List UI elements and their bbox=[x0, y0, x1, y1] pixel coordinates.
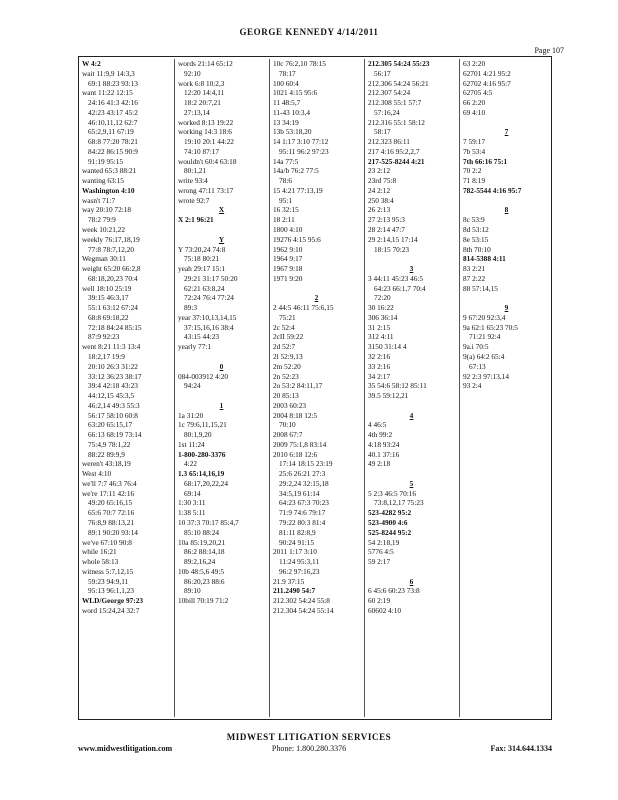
index-entry: 25:6 26:21 27:3 bbox=[279, 469, 326, 479]
index-entry: wrong 47:11 73:17 bbox=[178, 185, 234, 195]
index-entry: 8d 53:12 bbox=[463, 225, 489, 235]
index-entry: wanted 65:3 88:21 bbox=[82, 166, 137, 176]
index-entry: 15 4:21 77:13,19 bbox=[273, 185, 323, 195]
index-entry: 85:10 88:24 bbox=[184, 527, 220, 537]
index-entry: work 6:8 10:2,3 bbox=[178, 78, 225, 88]
index-entry: 55:1 63:12 67:24 bbox=[88, 303, 138, 313]
index-entry: 212.323 86:11 bbox=[368, 137, 410, 147]
index-entry: 1967 9:18 bbox=[273, 264, 303, 274]
index-entry: whole 58:13 bbox=[82, 557, 119, 567]
index-entry: 42:23 43:17 45:2 bbox=[88, 107, 138, 117]
index-entry: 71 8:19 bbox=[463, 176, 486, 186]
index-entry bbox=[368, 469, 458, 479]
index-entry: 18:2 20:7,21 bbox=[184, 98, 221, 108]
index-entry: 34 2:17 bbox=[368, 371, 391, 381]
index-entry: we're 17:11 42:16 bbox=[82, 488, 135, 498]
index-entry: 30 16:22 bbox=[368, 303, 394, 313]
index-entry: 89:1 90:20 93:14 bbox=[88, 527, 138, 537]
section-letter: 9 bbox=[504, 303, 509, 313]
index-entry: 69:14 bbox=[184, 488, 201, 498]
index-entry: 33:12 36:23 38:17 bbox=[88, 371, 142, 381]
index-entry: 60602 4:10 bbox=[368, 605, 402, 615]
index-entry: 43:15 44:23 bbox=[184, 332, 220, 342]
index-entry: 8th 70:10 bbox=[463, 244, 491, 254]
index-entry: 33 2:16 bbox=[368, 361, 391, 371]
index-entry: 14a 77:5 bbox=[273, 156, 299, 166]
index-entry: way 20:10 72:18 bbox=[82, 205, 132, 215]
index-entry: weekly 76:17,18,19 bbox=[82, 234, 140, 244]
index-entry: 62702 4:16 95:7 bbox=[463, 78, 511, 88]
index-entry: 2cII 59:22 bbox=[273, 332, 304, 342]
section-letter: Y bbox=[218, 234, 225, 244]
index-entry: 27:13,14 bbox=[184, 107, 210, 117]
index-entry bbox=[368, 401, 458, 411]
index-entry: 28 2:14 47:7 bbox=[368, 225, 405, 235]
index-entry: 16 32:15 bbox=[273, 205, 299, 215]
index-entry: 9a.i 70:5 bbox=[463, 342, 489, 352]
section-letter: 5 bbox=[409, 478, 414, 488]
index-entry: 75:18 80:21 bbox=[184, 254, 220, 264]
index-entry: 10b 48:5,6 49:5 bbox=[178, 566, 225, 576]
index-entry bbox=[178, 391, 268, 401]
index-entry: 2l 52:9,13 bbox=[273, 351, 303, 361]
index-entry: 4th 99:2 bbox=[368, 430, 393, 440]
index-entry: 40.1 37:16 bbox=[368, 449, 400, 459]
index-entry: 86:2 88:14,18 bbox=[184, 547, 225, 557]
index-entry: 76:8,9 88:13,21 bbox=[88, 517, 135, 527]
index-entry: 92 2:3 97:13,14 bbox=[463, 371, 510, 381]
footer-fax: Fax: 314.644.1334 bbox=[490, 744, 552, 753]
index-entry: 20 85:13 bbox=[273, 391, 299, 401]
index-entry: 212.308 55:1 57:7 bbox=[368, 98, 422, 108]
index-entry: 90:24 91:15 bbox=[279, 537, 315, 547]
index-entry: 7 59:17 bbox=[463, 137, 486, 147]
index-entry: West 4:10 bbox=[82, 469, 112, 479]
index-entry: 217 4:16 95:2,2,7 bbox=[368, 146, 420, 156]
index-entry: 217-525-8244 4:21 bbox=[368, 156, 425, 166]
index-entry: 5 2:3 46:5 70:16 bbox=[368, 488, 417, 498]
index-entry: 49:20 65:16,15 bbox=[88, 498, 133, 508]
index-entry: 91:19 95:15 bbox=[88, 156, 124, 166]
index-entry: 70 2:2 bbox=[463, 166, 482, 176]
index-entry: 87:9 92:23 bbox=[88, 332, 120, 342]
index-entry: 89:3 bbox=[184, 303, 197, 313]
index-entry: 2003 60:23 bbox=[273, 400, 307, 410]
index-entry: 96:2 97:16,23 bbox=[279, 566, 320, 576]
index-entry: 34:5,19 61:14 bbox=[279, 488, 320, 498]
index-entry: 2 44:5 46:11 75:6,15 bbox=[273, 303, 334, 313]
index-entry: working 14:3 18:6 bbox=[178, 127, 232, 137]
index-entry: 39:15 46:3,17 bbox=[88, 293, 129, 303]
index-entry: write 93:4 bbox=[178, 176, 208, 186]
index-entry: 49 2:18 bbox=[368, 459, 391, 469]
footer-company: MIDWEST LITIGATION SERVICES bbox=[226, 732, 392, 742]
index-entry: year 37:10,13,14,15 bbox=[178, 312, 237, 322]
section-letter: 1 bbox=[219, 400, 224, 410]
index-entry: 1st 11:24 bbox=[178, 439, 205, 449]
index-entry: 2004 8:18 12:5 bbox=[273, 410, 318, 420]
index-entry: 523-4900 4:6 bbox=[368, 517, 408, 527]
index-entry: 21.9 37:15 bbox=[273, 576, 305, 586]
index-entry: W 4:2 bbox=[82, 59, 101, 68]
index-entry: weight 65:20 66:2,8 bbox=[82, 264, 141, 274]
index-entry: X 2:1 96:21 bbox=[178, 215, 214, 225]
index-entry: weren't 43:18,19 bbox=[82, 459, 131, 469]
index-entry: 95:11 96:2 97:23 bbox=[279, 146, 329, 156]
index-entry: yearly 77:1 bbox=[178, 342, 212, 352]
index-entry: Washington 4:10 bbox=[82, 185, 135, 195]
index-entry: 46:2,14 49:3 55:3 bbox=[88, 400, 140, 410]
index-entry: 62701 4:21 95:2 bbox=[463, 68, 511, 78]
index-entry: 782-5544 4:16 95:7 bbox=[463, 185, 522, 195]
index-entry: worked 8:13 19:22 bbox=[178, 117, 234, 127]
index-column-4 bbox=[364, 59, 458, 717]
index-entry: 68:8 69:18,22 bbox=[88, 312, 129, 322]
index-entry: 66 2:20 bbox=[463, 98, 486, 108]
index-entry: 4 46:5 bbox=[368, 420, 387, 430]
index-entry: 8e 53:15 bbox=[463, 234, 489, 244]
index-column-3 bbox=[269, 59, 363, 717]
index-entry bbox=[463, 293, 553, 303]
index-entry: 56:17 58:10 60:8 bbox=[88, 410, 138, 420]
section-letter: 8 bbox=[504, 205, 509, 215]
index-column-2 bbox=[174, 59, 268, 717]
index-entry: 68:18,20,23 70:4 bbox=[88, 273, 138, 283]
index-entry: 58:17 bbox=[374, 127, 391, 137]
index-entry: 77:8 78:7,12,20 bbox=[88, 244, 135, 254]
index-entry: 525-8244 95:2 bbox=[368, 527, 412, 537]
index-entry: 8c 53:9 bbox=[463, 215, 485, 225]
index-entry: 27 2:13 95:3 bbox=[368, 215, 405, 225]
section-letter: 2 bbox=[314, 293, 319, 303]
index-entry: WLD/George 97:23 bbox=[82, 596, 143, 606]
index-entry: wouldn't 60:4 63:18 bbox=[178, 156, 237, 166]
index-entry: 70:10 bbox=[279, 420, 296, 430]
section-letter: 3 bbox=[409, 264, 414, 274]
index-entry: 78:6 bbox=[279, 176, 292, 186]
index-entry: 81:11 82:8,9 bbox=[279, 527, 316, 537]
index-entry: 212.306 54:24 56:21 bbox=[368, 78, 429, 88]
index-entry: 63 2:20 bbox=[463, 59, 486, 68]
index-entry: 4:18 93:24 bbox=[368, 439, 400, 449]
index-entry: 2008 67:7 bbox=[273, 430, 303, 440]
page-title: GEORGE KENNEDY 4/14/2011 bbox=[239, 27, 379, 37]
index-entry: Y 73:20,24 74:8 bbox=[178, 244, 226, 254]
index-entry: 23 2:12 bbox=[368, 166, 391, 176]
index-entry bbox=[463, 118, 553, 128]
index-entry: 39:4 42:18 43:23 bbox=[88, 381, 138, 391]
index-entry: 212.304 54:24 55:14 bbox=[273, 605, 334, 615]
index-entry: 44:12,15 45:3,5 bbox=[88, 391, 135, 401]
index-entry: 60 2:19 bbox=[368, 596, 391, 606]
index-entry: 66:13 68:19 73:14 bbox=[88, 430, 142, 440]
index-entry: 1:30 3:11 bbox=[178, 498, 206, 508]
index-entry: witness 5:7,12,15 bbox=[82, 566, 134, 576]
index-entry: 65:2,9,11 67:19 bbox=[88, 127, 134, 137]
index-entry: 87 2:22 bbox=[463, 273, 486, 283]
index-entry: 2o 53:2 84:11,17 bbox=[273, 381, 323, 391]
footer-website: www.midwestlitigation.com bbox=[78, 744, 173, 753]
index-entry: 78:17 bbox=[279, 68, 296, 78]
index-entry: 12:20 14:4,11 bbox=[184, 88, 225, 98]
index-entry: 312 4:11 bbox=[368, 332, 394, 342]
index-entry: week 10:21,22 bbox=[82, 225, 125, 235]
index-entry: 10a 85:19,20,21 bbox=[178, 537, 226, 547]
index-entry: 212.307 54:24 bbox=[368, 88, 411, 98]
index-entry: 6 45:6 60:23 73:8 bbox=[368, 586, 420, 596]
index-entry: 68:8 77:20 78:21 bbox=[88, 137, 138, 147]
index-entry: 2009 75:1,8 83:14 bbox=[273, 439, 327, 449]
index-entry: Wegman 30:11 bbox=[82, 254, 126, 264]
index-entry: 306 36:14 bbox=[368, 312, 398, 322]
index-entry: 95:1 bbox=[279, 195, 292, 205]
index-entry: 18:15 70:23 bbox=[374, 244, 410, 254]
index-entry: 2c 52:4 bbox=[273, 322, 295, 332]
index-entry: 23rd 75:8 bbox=[368, 176, 397, 186]
index-entry: 10c 76:2,10 78:15 bbox=[273, 59, 326, 68]
index-entry: 084-003912 4:20 bbox=[178, 371, 229, 381]
index-entry: 72:20 bbox=[374, 293, 391, 303]
index-entry: 2d 52:7 bbox=[273, 342, 296, 352]
index-entry: 814-5388 4:11 bbox=[463, 254, 506, 264]
index-entry: 71:9 74:6 79:17 bbox=[279, 508, 326, 518]
index-entry: 2010 6:18 12:6 bbox=[273, 449, 318, 459]
index-entry: 64:23 66:1,7 70:4 bbox=[374, 283, 426, 293]
index-entry: 1964 9:17 bbox=[273, 254, 303, 264]
page-number: Page 107 bbox=[534, 46, 564, 55]
index-entry: 80:1,21 bbox=[184, 166, 207, 176]
index-entry: 93 2:4 bbox=[463, 381, 482, 391]
index-entry: 1800 4:10 bbox=[273, 225, 303, 235]
index-entry: 1c 79:6,11,15,21 bbox=[178, 420, 227, 430]
index-entry: 1:38 5:11 bbox=[178, 508, 206, 518]
index-entry: 92:10 bbox=[184, 68, 201, 78]
index-entry: 94:24 bbox=[184, 381, 201, 391]
index-entry: 29:21 31:17 50:20 bbox=[184, 273, 238, 283]
index-entry: 72:18 84:24 85:15 bbox=[88, 322, 142, 332]
index-entry: 13 34:19 bbox=[273, 117, 299, 127]
index-entry: 88 57:14,15 bbox=[463, 283, 498, 293]
index-entry: 74:10 87:17 bbox=[184, 146, 220, 156]
index-entry: 11:24 95:3,11 bbox=[279, 557, 319, 567]
index-entry: while 16:21 bbox=[82, 547, 117, 557]
index-entry: 250 38:4 bbox=[368, 195, 394, 205]
index-entry: 59 2:17 bbox=[368, 557, 391, 567]
index-entry bbox=[463, 196, 553, 206]
index-entry: 11-43 10:3,4 bbox=[273, 107, 311, 117]
index-entry: 1021 4:15 95:6 bbox=[273, 88, 318, 98]
section-letter: X bbox=[218, 205, 225, 215]
index-entry: 62705 4:5 bbox=[463, 88, 493, 98]
section-letter: 4 bbox=[409, 410, 414, 420]
section-letter: 6 bbox=[409, 576, 414, 586]
index-entry: 212.316 55:1 58:12 bbox=[368, 117, 425, 127]
index-entry: 3 44:11 45:23 46:5 bbox=[368, 273, 424, 283]
index-entry: 2m 52:20 bbox=[273, 361, 301, 371]
index-entry: 523-4282 95:2 bbox=[368, 508, 412, 518]
index-entry: 62:21 63:8,24 bbox=[184, 283, 225, 293]
index-entry: 2011 1:17 3:10 bbox=[273, 547, 317, 557]
index-entry: 7th 66:16 75:1 bbox=[463, 156, 508, 166]
index-column-5 bbox=[459, 59, 553, 717]
index-entry: 67:13 bbox=[469, 361, 486, 371]
index-entry: 29:2,24 32:15,18 bbox=[279, 478, 329, 488]
index-entry: 79:22 80:3 81:4 bbox=[279, 517, 326, 527]
index-entry: 10 37:3 70:17 85:4,7 bbox=[178, 517, 239, 527]
index-entry: wanting 63:15 bbox=[82, 176, 124, 186]
index-entry: 37:15,16,16 38:4 bbox=[184, 322, 234, 332]
index-entry: we've 67:10 90:8 bbox=[82, 537, 132, 547]
index-entry: 1a 31:20 bbox=[178, 410, 204, 420]
index-entry: 3150 31:14 4 bbox=[368, 342, 407, 352]
index-entry: 35 54:6 58:12 85:11 bbox=[368, 381, 427, 391]
index-entry: 39.5 59:12,21 bbox=[368, 391, 409, 401]
index-entry: 212.302 54:24 55:8 bbox=[273, 596, 330, 606]
index-entry: 65:6 70:7 72:16 bbox=[88, 508, 135, 518]
index-entry: 73:8,12,17 75:23 bbox=[374, 498, 424, 508]
section-letter: 0 bbox=[219, 361, 224, 371]
index-entry: 14 1:17 3:10 77:12 bbox=[273, 137, 329, 147]
index-entry: 24:16 41:3 42:16 bbox=[88, 98, 138, 108]
index-entry: 88:22 89:9,9 bbox=[88, 449, 125, 459]
index-entry: 63:20 65:15,17 bbox=[88, 420, 133, 430]
index-entry: 7b 53:4 bbox=[463, 146, 486, 156]
index-entry bbox=[368, 254, 458, 264]
index-entry: 89:2,16,24 bbox=[184, 557, 216, 567]
index-entry: 59:23 94:9,11 bbox=[88, 576, 129, 586]
index-entry bbox=[273, 284, 363, 294]
index-entry: 2n 52:23 bbox=[273, 371, 299, 381]
index-entry: 9(a) 64:2 65:4 bbox=[463, 351, 505, 361]
index-entry bbox=[178, 352, 268, 362]
index-entry: 69 4:10 bbox=[463, 107, 486, 117]
index-entry: 64:23 67:3 70:23 bbox=[279, 498, 329, 508]
index-entry: well 18:10 25:19 bbox=[82, 283, 132, 293]
index-entry: 20:10 26:3 31:22 bbox=[88, 361, 138, 371]
index-entry: 69:1 88:23 93:13 bbox=[88, 78, 138, 88]
index-entry: want 11:22 12:15 bbox=[82, 88, 133, 98]
index-entry: 9 67:20 92:3,4 bbox=[463, 312, 506, 322]
index-entry: 19:10 20:1 44:22 bbox=[184, 137, 234, 147]
footer-phone: Phone: 1.800.280.3376 bbox=[271, 744, 347, 753]
index-entry: 46:10,11,12 62:7 bbox=[88, 117, 138, 127]
index-entry: wasn't 71:7 bbox=[82, 195, 116, 205]
index-entry: 100 60:4 bbox=[273, 78, 299, 88]
index-entry: 86:20,23 88:6 bbox=[184, 576, 225, 586]
section-letter: 7 bbox=[504, 127, 509, 137]
index-entry bbox=[178, 225, 268, 235]
index-entry: 212.305 54:24 55:23 bbox=[368, 59, 430, 68]
index-entry: 54 2:18,19 bbox=[368, 537, 400, 547]
index-entry: 84:22 86:15 90:9 bbox=[88, 146, 138, 156]
index-entry: 5776 4:5 bbox=[368, 547, 394, 557]
index-entry: 1-800-280-3376 bbox=[178, 449, 226, 459]
index-frame bbox=[78, 56, 552, 720]
index-entry: we'll 7:7 46:3 76:4 bbox=[82, 478, 137, 488]
index-entry: 1.3 65:14,16,19 bbox=[178, 469, 225, 479]
index-entry: 19276 4:15 95:6 bbox=[273, 234, 321, 244]
index-entry: 75:4,9 78:1,22 bbox=[88, 439, 131, 449]
index-entry: 1971 9:20 bbox=[273, 273, 303, 283]
index-entry: 10bill 70:19 71:2 bbox=[178, 596, 229, 606]
index-entry: 71:21 92:4 bbox=[469, 332, 501, 342]
index-entry: 211.2490 54:7 bbox=[273, 586, 316, 596]
index-entry: 78:2 79:9 bbox=[88, 215, 116, 225]
index-entry: 56:17 bbox=[374, 68, 391, 78]
index-entry: 18 2:11 bbox=[273, 215, 295, 225]
index-entry: 18:2,17 19:9 bbox=[88, 351, 125, 361]
index-entry: 95:13 96:1,1,23 bbox=[88, 586, 135, 596]
index-entry: went 8:21 11:3 13:4 bbox=[82, 342, 141, 352]
index-entry: wrote 92:7 bbox=[178, 195, 210, 205]
index-entry: 24 2:12 bbox=[368, 185, 391, 195]
index-entry: 4:22 bbox=[184, 459, 197, 469]
index-entry: 9a 62:1 65:23 70:5 bbox=[463, 322, 518, 332]
index-entry: 17:14 18:15 23:19 bbox=[279, 459, 333, 469]
index-column-1 bbox=[79, 59, 173, 717]
index-entry: 14a/b 76:2 77:5 bbox=[273, 166, 319, 176]
index-entry: word 15:24,24 32:7 bbox=[82, 605, 140, 615]
index-entry: 89:10 bbox=[184, 586, 201, 596]
index-entry: 11 48:5,7 bbox=[273, 98, 301, 108]
index-entry: 72:24 76:4 77:24 bbox=[184, 293, 234, 303]
index-entry: 1962 9:10 bbox=[273, 244, 303, 254]
index-entry: 29 2:14,15 17:14 bbox=[368, 234, 418, 244]
index-entry: 32 2:16 bbox=[368, 351, 391, 361]
index-entry: words 21:14 65:12 bbox=[178, 59, 233, 68]
index-entry: 80:1,9,20 bbox=[184, 430, 212, 440]
index-entry: 83 2:21 bbox=[463, 264, 486, 274]
index-entry: yeah 29:17 15:1 bbox=[178, 264, 226, 274]
index-entry: 31 2:15 bbox=[368, 322, 391, 332]
index-entry: 26 2:13 bbox=[368, 205, 391, 215]
index-entry bbox=[368, 567, 458, 577]
index-entry: 13b 53:18,20 bbox=[273, 127, 312, 137]
index-entry: 57:16,24 bbox=[374, 107, 400, 117]
index-entry: 68:17,20,22,24 bbox=[184, 478, 228, 488]
index-entry: 75:21 bbox=[279, 312, 296, 322]
index-entry: wait 11:9,9 14:3,3 bbox=[82, 68, 135, 78]
